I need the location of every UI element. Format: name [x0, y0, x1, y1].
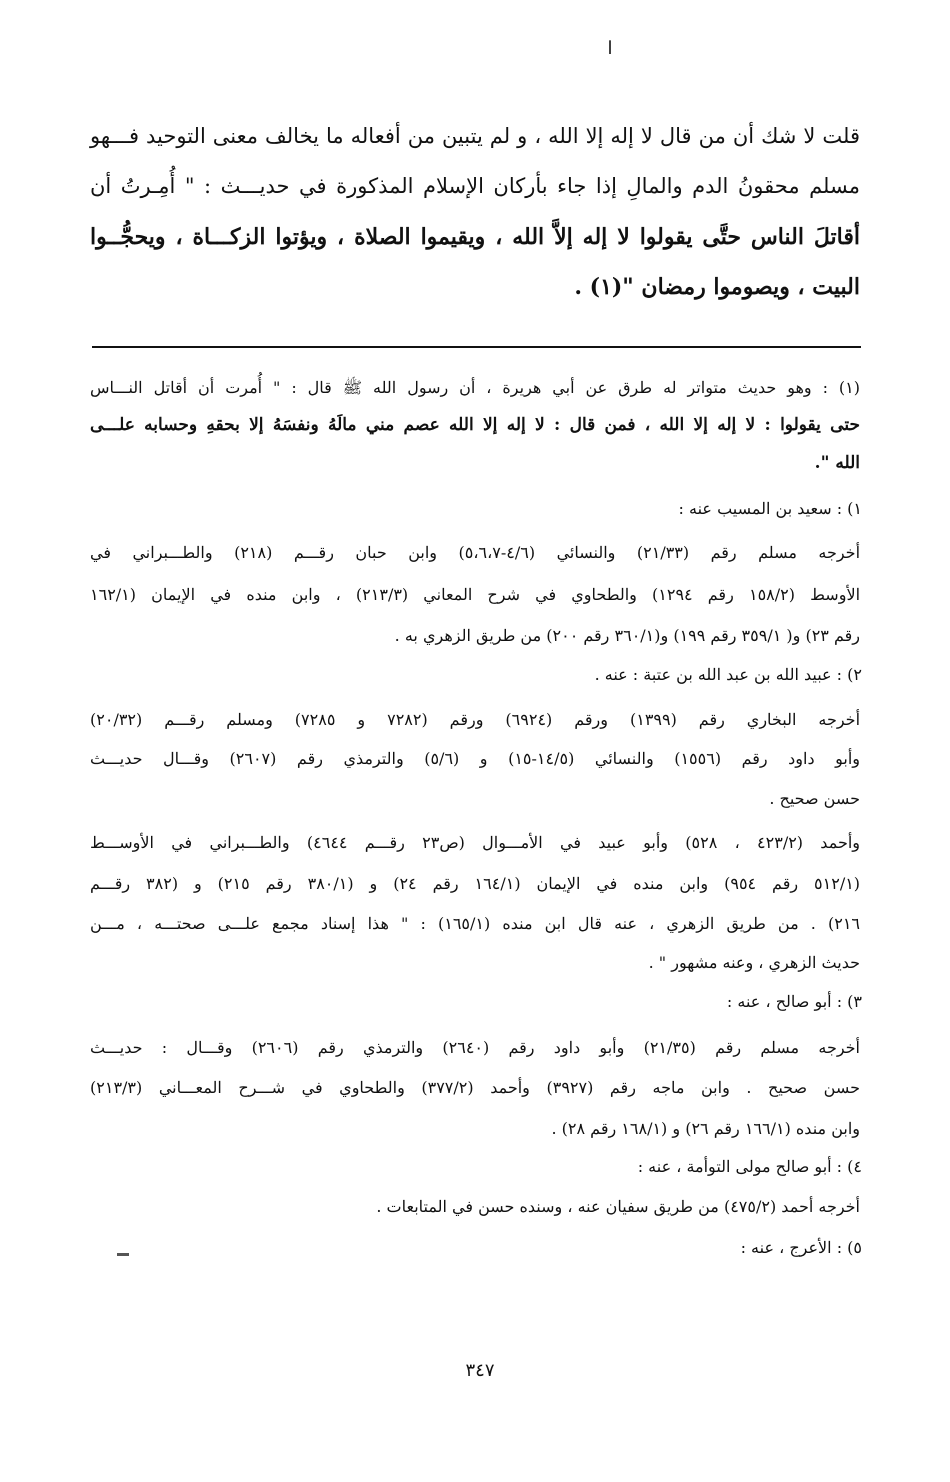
item-2-line-1: أخرجه البخاري رقم (١٣٩٩) ورقم (٦٩٢٤) ورقم (٧٢٨٢ و ٧٢٨٥) ومسلم رقـــم (٢٠/٣٢) — [90, 710, 861, 729]
item-3-heading: ٣) : أبو صالح ، عنه : — [726, 992, 862, 1011]
main-line-2: مسلم محقونُ الدم والمالِ إذا جاء بأركان الإسلام المذكورة في حديـــث : " أُمِـرتُ أن — [90, 174, 860, 198]
item-1-line-2: الأوسط (١٥٨/٢ رقم ١٢٩٤) والطحاوي في شرح المعاني (٢١٣/٣) ، وابن منده في الإيمان (١٦٢/١ — [90, 585, 861, 604]
header-mark: ا — [607, 38, 613, 59]
item-2b-line-1: وأحمد (٤٢٣/٢ ، ٥٢٨) وأبو عبيد في الأمـــوال (ص٢٣ رقـــم ٤٦٤٤) والطـــبراني في الأوســـط — [90, 833, 861, 852]
item-5-heading: ٥) : الأعرج ، عنه : — [740, 1238, 862, 1257]
scan-speck — [117, 1253, 129, 1256]
item-4-heading: ٤) : أبو صالح مولى التوأمة ، عنه : — [637, 1157, 862, 1176]
footnote-1-line-1: (١) : وهو حديث متواتر له طرق عن أبي هريرة ، أن رسول الله ﷺ قال : " أُمرت أن أقاتل النـــاس — [90, 378, 860, 397]
main-line-1: قلت لا شك أن من قال لا إله إلا الله ، و لم يتبين من أفعاله ما يخالف معنى التوحيد فـــهو — [90, 124, 860, 148]
main-line-4: البيت ، ويصوموا رمضان "(١) . — [574, 274, 860, 300]
page-number: ٣٤٧ — [465, 1360, 495, 1381]
item-3-line-2: حسن صحيح . وابن ماجه رقم (٣٩٢٧) وأحمد (٣٧٧/٢) والطحاوي في شـــرح المعـــاني (٢١٣/٣) — [90, 1078, 860, 1097]
footnote-1-line-3: الله ". — [814, 453, 860, 473]
item-3-line-1: أخرجه مسلم رقم (٢١/٣٥) وأبو داود رقم (٢٦٤٠) والترمذي رقم (٢٦٠٦) وقـــال : حديـــث — [90, 1038, 860, 1057]
item-2-line-3: حسن صحيح . — [769, 789, 860, 808]
item-2b-line-3: ٢١٦) . من طريق الزهري ، عنه قال ابن منده (١٦٥/١) : " هذا إسناد مجمع علـــى صحتـــه ، مـــن — [90, 914, 861, 933]
item-1-line-3: رقم ٢٣) و( ٣٥٩/١ رقم ١٩٩) و(٣٦٠/١ رقم ٢٠٠) من طريق الزهري به . — [394, 626, 860, 645]
item-2b-line-2: (٥١٢/١ رقم ٩٥٤) وابن منده في الإيمان (١٦٤/١ رقم ٢٤) و (٣٨٠/١ رقم ٢١٥) و (٣٨٢ رقـــم — [90, 874, 861, 893]
item-2-heading: ٢) : عبيد الله بن عبد الله بن عتبة : عنه . — [594, 665, 862, 684]
footnote-separator — [92, 346, 861, 348]
item-2b-line-4: حديث الزهري ، وعنه مشهور " . — [648, 953, 860, 972]
item-2-line-2: وأبو داود رقم (١٥٥٦) والنسائي (١٤/٥-١٥) و (٥/٦) والترمذي رقم (٢٦٠٧) وقـــال حديـــث — [90, 749, 861, 768]
item-1-line-1: أخرجه مسلم رقم (٢١/٣٣) والنسائي (٤/٦-٥،٦،٧) وابن حبان رقـــم (٢١٨) والطـــبراني في — [90, 543, 861, 562]
footnote-1-line-2: حتى يقولوا : لا إله إلا الله ، فمن قال : لا إله إلا الله عصم مني مالَهُ ونفسَهُ إلا بحقهِ وحسابه علـــى — [90, 415, 860, 435]
item-1-heading: ١) : سعيد بن المسيب عنه : — [678, 499, 862, 518]
item-3-line-3: وابن منده (١٦٦/١ رقم ٢٦) و (١٦٨/١ رقم ٢٨) . — [551, 1119, 860, 1138]
main-line-3: أقاتلَ الناس حتَّى يقولوا لا إله إلاَّ الله ، ويقيموا الصلاة ، ويؤتوا الزكـــاة ، ويحجُّــوا — [90, 224, 860, 250]
item-4-line-1: أخرجه أحمد (٤٧٥/٢) من طريق سفيان عنه ، وسنده حسن في المتابعات . — [376, 1197, 860, 1216]
